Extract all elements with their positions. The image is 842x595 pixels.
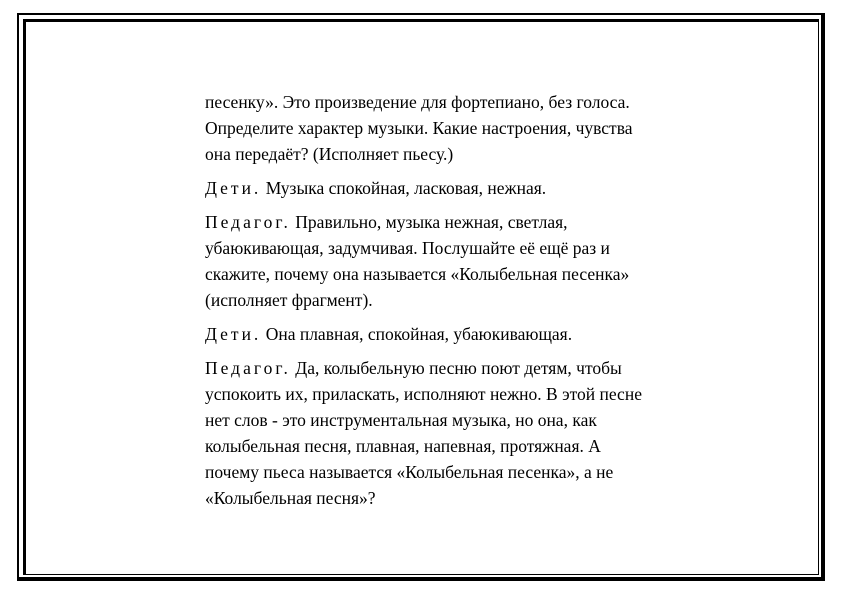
text-line: успокоить их, приласкать, исполняют нежно. В этой песне bbox=[205, 384, 642, 404]
text-line bbox=[205, 321, 725, 347]
text-line: «Колыбельная песня»? bbox=[205, 488, 376, 508]
paragraph-intro bbox=[205, 89, 725, 167]
text-line: она передаёт? (Исполняет пьесу.) bbox=[205, 144, 454, 164]
text-line: скажите, почему она называется «Колыбельная песенка» bbox=[205, 264, 630, 284]
speaker-label: Педагог. bbox=[205, 212, 291, 232]
paragraph-children-reply bbox=[205, 175, 725, 201]
text-line: нет слов - это инструментальная музыка, но она, как bbox=[205, 410, 597, 430]
text-line: Определите характер музыки. Какие настроения, чувства bbox=[205, 118, 633, 138]
speech-text: Она плавная, спокойная, убаюкивающая. bbox=[261, 324, 573, 344]
text-line: песенку». Это произведение для фортепиано, без голоса. bbox=[205, 92, 630, 112]
text-line: колыбельная песня, плавная, напевная, протяжная. А bbox=[205, 436, 601, 456]
text-line bbox=[205, 355, 725, 381]
text-line bbox=[205, 175, 725, 201]
speech-text: Правильно, музыка нежная, светлая, bbox=[290, 212, 568, 232]
text-line: почему пьеса называется «Колыбельная песенка», а не bbox=[205, 462, 614, 482]
text-line: убаюкивающая, задумчивая. Послушайте её ещё раз и bbox=[205, 238, 610, 258]
text-line: (исполняет фрагмент). bbox=[205, 290, 373, 310]
speech-text: Музыка спокойная, ласковая, нежная. bbox=[261, 178, 547, 198]
speaker-label: Педагог. bbox=[205, 358, 291, 378]
paragraph-children-reply bbox=[205, 321, 725, 347]
document-body bbox=[205, 89, 725, 519]
speaker-label: Дети. bbox=[205, 178, 262, 198]
paragraph-teacher-reply bbox=[205, 355, 725, 511]
speech-text: Да, колыбельную песню поют детям, чтобы bbox=[290, 358, 622, 378]
paragraph-teacher-reply bbox=[205, 209, 725, 313]
text-line bbox=[205, 209, 725, 235]
speaker-label: Дети. bbox=[205, 324, 262, 344]
